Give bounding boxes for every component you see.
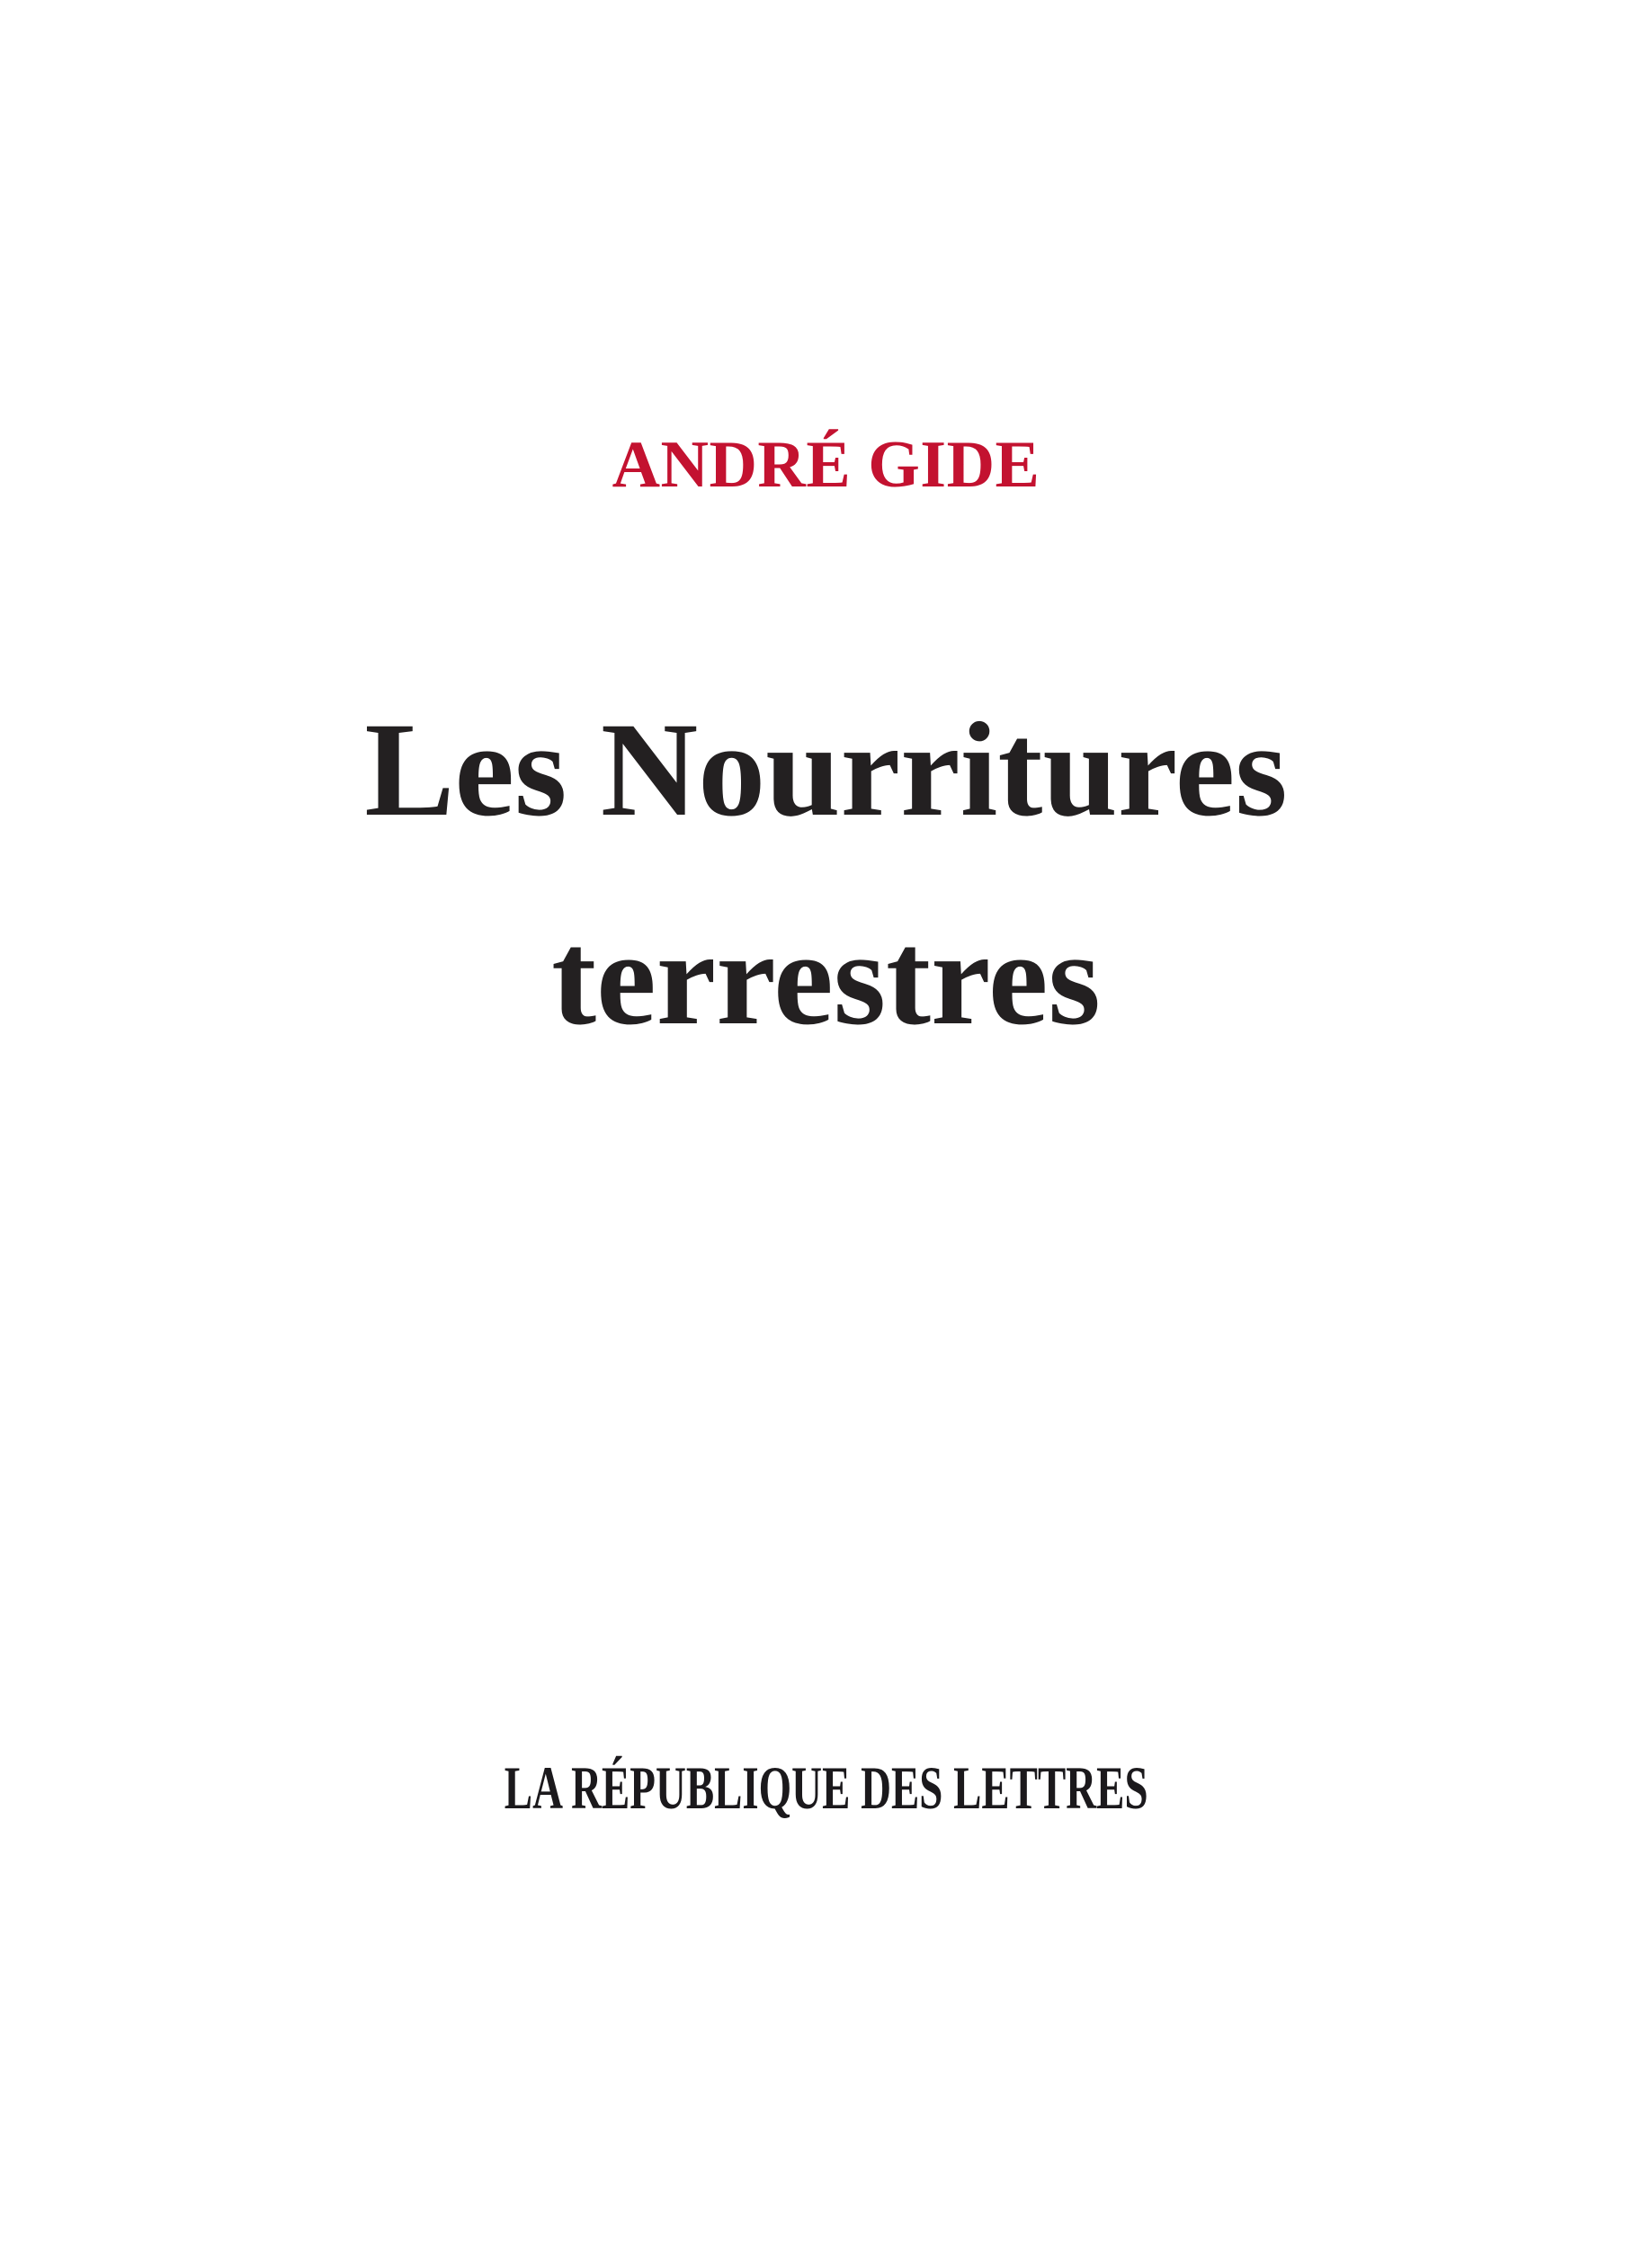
publisher-imprint bbox=[0, 1753, 1652, 1822]
publisher-name: LA RÉPUBLIQUE DES LETTRES bbox=[504, 1753, 1148, 1822]
author-name: ANDRÉ GIDE bbox=[612, 428, 1040, 502]
book-title-line1: Les Nourritures bbox=[364, 695, 1288, 844]
book-title-line2: terrestres bbox=[551, 904, 1101, 1053]
book-title bbox=[0, 665, 1652, 1083]
